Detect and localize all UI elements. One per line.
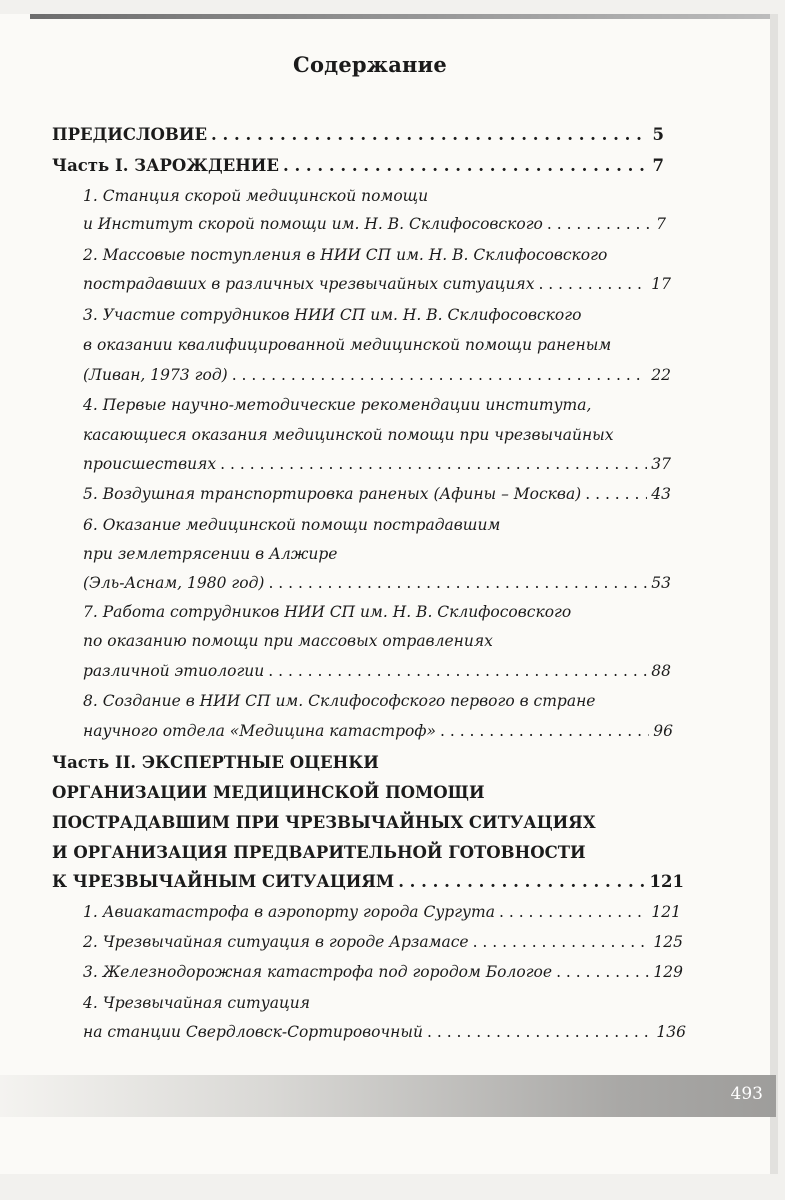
dot-leader [538, 275, 647, 293]
toc-entry-page: 96 [653, 722, 673, 740]
toc-entry[interactable] [83, 187, 428, 209]
dot-leader [440, 722, 649, 740]
toc-entry-page: 125 [653, 933, 683, 951]
toc-entry-text: К ЧРЕЗВЫЧАЙНЫМ СИТУАЦИЯМ [52, 872, 395, 891]
toc-entry-page: 17 [651, 275, 671, 293]
toc-entry[interactable] [83, 574, 671, 596]
toc-entry-text: 1. Авиакатастрофа в аэропорту города Сургута [83, 903, 495, 921]
dot-leader [283, 156, 649, 175]
toc-entry[interactable] [83, 426, 614, 448]
toc-entry[interactable] [83, 396, 591, 418]
toc-entry[interactable] [52, 125, 664, 147]
toc-entry-page: 43 [651, 485, 671, 503]
toc-entry-text: ПРЕДИСЛОВИЕ [52, 125, 208, 144]
toc-entry[interactable] [52, 872, 684, 894]
toc-entry[interactable] [83, 963, 683, 985]
toc-entry-text: 2. Массовые поступления в НИИ СП им. Н. В. Склифосовского [83, 246, 608, 264]
toc-entry[interactable] [83, 455, 671, 477]
toc-entry[interactable] [83, 994, 310, 1016]
toc-entry[interactable] [52, 843, 586, 865]
toc-entry-text: 6. Оказание медицинской помощи пострадавшим [83, 516, 501, 534]
toc-entry-page: 5 [652, 125, 664, 144]
dot-leader [427, 1023, 652, 1041]
toc-entry-text: касающиеся оказания медицинской помощи при чрезвычайных [83, 426, 614, 444]
toc-entry-text: пострадавших в различных чрезвычайных ситуациях [83, 275, 535, 293]
page-title: Содержание [293, 52, 447, 77]
dot-leader [499, 903, 647, 921]
toc-entry[interactable] [83, 692, 595, 714]
toc-entry-text: И ОРГАНИЗАЦИЯ ПРЕДВАРИТЕЛЬНОЙ ГОТОВНОСТИ [52, 843, 586, 862]
dot-leader [547, 215, 652, 233]
toc-entry-page: 7 [656, 215, 666, 233]
toc-entry-page: 121 [651, 903, 681, 921]
toc-entry[interactable] [83, 1023, 686, 1045]
toc-entry[interactable] [83, 275, 671, 297]
toc-entry-text: происшествиях [83, 455, 217, 473]
footer-band [0, 1075, 776, 1117]
toc-entry-text: различной этиологии [83, 662, 265, 680]
toc-entry[interactable] [83, 246, 607, 268]
toc-entry-text: Часть I. ЗАРОЖДЕНИЕ [52, 156, 279, 175]
dot-leader [398, 872, 645, 891]
toc-entry-text: по оказанию помощи при массовых отравлениях [83, 632, 493, 650]
toc-entry[interactable] [83, 662, 671, 684]
toc-entry[interactable] [52, 813, 596, 835]
toc-entry-page: 37 [651, 455, 671, 473]
toc-entry-page: 121 [649, 872, 684, 891]
toc-entry-text: 4. Первые научно-методические рекомендации института, [83, 396, 592, 414]
toc-entry-text: ОРГАНИЗАЦИИ МЕДИЦИНСКОЙ ПОМОЩИ [52, 783, 485, 802]
toc-entry-text: (Ливан, 1973 год) [83, 366, 228, 384]
toc-entry[interactable] [83, 215, 666, 237]
toc-entry-text: 8. Создание в НИИ СП им. Склифософского первого в стране [83, 692, 596, 710]
toc-entry-text: Часть II. ЭКСПЕРТНЫЕ ОЦЕНКИ [52, 753, 379, 772]
toc-entry-text: 3. Железнодорожная катастрофа под городом Бологое [83, 963, 553, 981]
toc-entry-page: 88 [651, 662, 671, 680]
toc-entry-text: 2. Чрезвычайная ситуация в городе Арзамасе [83, 933, 469, 951]
page-number: 493 [730, 1084, 763, 1104]
toc-entry[interactable] [83, 903, 681, 925]
toc-entry-text: на станции Свердловск-Сортировочный [83, 1023, 423, 1041]
toc-entry-page: 7 [652, 156, 664, 175]
toc-entry-page: 129 [653, 963, 683, 981]
toc-entry-page: 53 [651, 574, 671, 592]
toc-entry[interactable] [83, 485, 671, 507]
toc-entry-text: научного отдела «Медицина катастроф» [83, 722, 436, 740]
dot-leader [232, 366, 648, 384]
toc-entry-text: в оказании квалифицированной медицинской помощи раненым [83, 336, 612, 354]
toc-entry[interactable] [83, 306, 581, 328]
dot-leader [585, 485, 647, 503]
dot-leader [211, 125, 648, 144]
dot-leader [220, 455, 647, 473]
toc-entry-text: (Эль-Аснам, 1980 год) [83, 574, 265, 592]
toc-entry[interactable] [52, 753, 379, 775]
toc-entry[interactable] [52, 156, 664, 178]
dot-leader [268, 574, 647, 592]
toc-entry[interactable] [83, 933, 683, 955]
toc-entry[interactable] [83, 366, 671, 388]
toc-entry-text: и Институт скорой помощи им. Н. В. Склифосовского [83, 215, 543, 233]
toc-entry[interactable] [83, 603, 571, 625]
toc-entry-text: 5. Воздушная транспортировка раненых (Афины – Москва) [83, 485, 582, 503]
toc-entry[interactable] [83, 516, 500, 538]
toc-entry[interactable] [83, 722, 673, 744]
toc-entry-page: 22 [651, 366, 671, 384]
toc-entry-text: 3. Участие сотрудников НИИ СП им. Н. В. Склифосовского [83, 306, 582, 324]
dot-leader [473, 933, 650, 951]
toc-entry-text: ПОСТРАДАВШИМ ПРИ ЧРЕЗВЫЧАЙНЫХ СИТУАЦИЯХ [52, 813, 596, 832]
toc-entry[interactable] [83, 336, 611, 358]
toc-entry-text: 1. Станция скорой медицинской помощи [83, 187, 429, 205]
toc-entry-text: при землетрясении в Алжире [83, 545, 338, 563]
dot-leader [556, 963, 649, 981]
dot-leader [268, 662, 647, 680]
toc-entry-text: 7. Работа сотрудников НИИ СП им. Н. В. Склифосовского [83, 603, 572, 621]
toc-entry-page: 136 [656, 1023, 686, 1041]
toc-entry[interactable] [83, 545, 337, 567]
toc-entry-text: 4. Чрезвычайная ситуация [83, 994, 311, 1012]
toc-entry[interactable] [83, 632, 493, 654]
toc-entry[interactable] [52, 783, 485, 805]
